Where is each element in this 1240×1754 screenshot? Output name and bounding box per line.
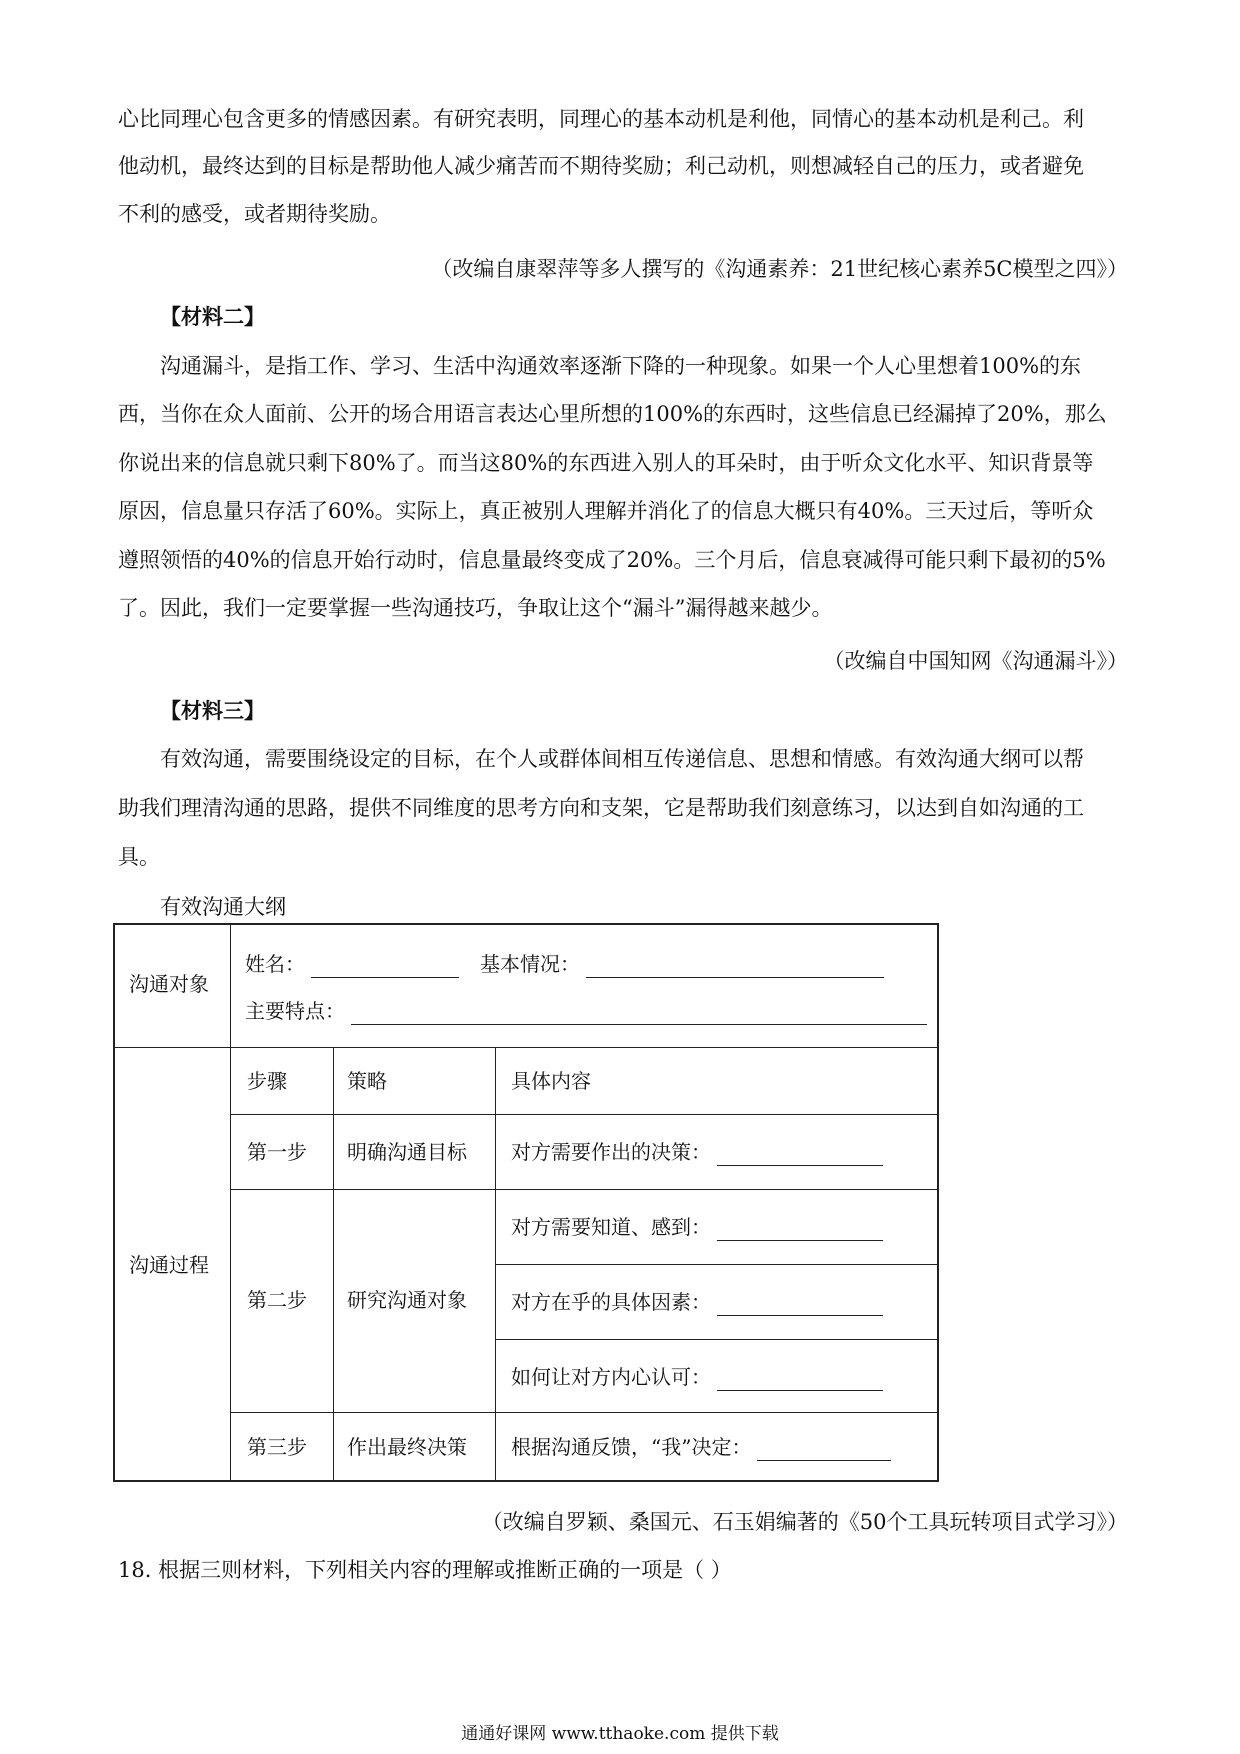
table-rule — [333, 1047, 334, 1480]
content2c-label: 如何让对方内心认可： — [511, 1365, 711, 1389]
strategy1-label: 明确沟通目标 — [347, 1140, 467, 1164]
content1-label: 对方需要作出的决策： — [511, 1140, 711, 1164]
question-18: 18. 根据三则材料，下列相关内容的理解或推断正确的一项是（ ） — [118, 1558, 732, 1582]
step3-label: 第三步 — [247, 1435, 307, 1459]
material3-line-3: 具。 — [118, 845, 160, 869]
content2b-blank — [717, 1293, 883, 1316]
process-label: 沟通过程 — [129, 1253, 209, 1277]
table-rule — [495, 1264, 937, 1265]
content3-row — [511, 1433, 891, 1461]
basic-info-row — [480, 950, 884, 978]
table-rule — [495, 1339, 937, 1340]
content2b-row — [511, 1288, 883, 1316]
step1-label: 第一步 — [247, 1140, 307, 1164]
traits-row — [245, 997, 927, 1025]
table-rule — [230, 1412, 937, 1413]
col-strategy-header: 策略 — [347, 1069, 387, 1093]
content1-blank — [717, 1143, 883, 1166]
content1-row — [511, 1138, 883, 1166]
content2b-label: 对方在乎的具体因素： — [511, 1290, 711, 1314]
strategy3-label: 作出最终决策 — [347, 1435, 467, 1459]
material2-line-5: 遵照领悟的40%的信息开始行动时，信息量最终变成了20%。三个月后，信息衰减得可能只剩下最初的5% — [118, 548, 1106, 572]
content2a-blank — [717, 1218, 883, 1241]
content2a-label: 对方需要知道、感到： — [511, 1215, 711, 1239]
material3-heading: 【材料三】 — [160, 698, 265, 723]
footer-text: 通通好课网 www.tthaoke.com 提供下载 — [461, 1724, 779, 1744]
traits-blank — [351, 1002, 927, 1025]
content2c-blank — [717, 1368, 883, 1391]
material2-line-2: 西，当你在众人面前、公开的场合用语言表达心里所想的100%的东西时，这些信息已经漏掉了20%，那么 — [118, 402, 1107, 426]
material1-source: （改编自康翠萍等多人撰写的《沟通素养：21世纪核心素养5C模型之四》） — [431, 257, 1128, 281]
strategy2-label: 研究沟通对象 — [347, 1288, 467, 1312]
communication-outline-table — [113, 923, 939, 1482]
table-rule — [230, 1189, 937, 1190]
col-step-header: 步骤 — [247, 1069, 287, 1093]
traits-label: 主要特点： — [245, 999, 345, 1023]
step2-label: 第二步 — [247, 1288, 307, 1312]
material2-line-3: 你说出来的信息就只剩下80%了。而当这80%的东西进入别人的耳朵时，由于听众文化水平、知识背景等 — [118, 451, 1094, 475]
material2-line-4: 原因，信息量只存活了60%。实际上，真正被别人理解并消化了的信息大概只有40%。三天过后，等听众 — [118, 499, 1094, 523]
target-label: 沟通对象 — [129, 972, 209, 996]
material2-heading: 【材料二】 — [160, 304, 265, 329]
name-label: 姓名： — [245, 952, 305, 976]
basic-info-label: 基本情况： — [480, 952, 580, 976]
material2-line-1: 沟通漏斗，是指工作、学习、生活中沟通效率逐渐下降的一种现象。如果一个人心里想着100%的东 — [160, 354, 1082, 378]
table-rule — [495, 1047, 496, 1480]
material3-line-1: 有效沟通，需要围绕设定的目标，在个人或群体间相互传递信息、思想和情感。有效沟通大纲可以帮 — [160, 747, 1084, 771]
outline-table-title: 有效沟通大纲 — [160, 895, 286, 919]
material1-line-3: 不利的感受，或者期待奖励。 — [118, 202, 391, 226]
material3-source: （改编自罗颖、桑国元、石玉娟编著的《50个工具玩转项目式学习》） — [481, 1510, 1128, 1534]
basic-info-blank — [586, 955, 884, 978]
name-blank — [311, 955, 459, 978]
table-rule — [230, 925, 231, 1480]
table-rule — [230, 1114, 937, 1115]
material2-source: （改编自中国知网《沟通漏斗》） — [823, 649, 1128, 673]
material1-line-1: 心比同理心包含更多的情感因素。有研究表明，同理心的基本动机是利他，同情心的基本动机是利己。利 — [118, 107, 1084, 131]
name-field-row — [245, 950, 459, 978]
table-rule — [115, 1047, 937, 1048]
content2a-row — [511, 1213, 883, 1241]
content2c-row — [511, 1363, 883, 1391]
material1-line-2: 他动机，最终达到的目标是帮助他人减少痛苦而不期待奖励；利己动机，则想减轻自己的压力，或者避免 — [118, 154, 1084, 178]
content3-blank — [757, 1438, 891, 1461]
material2-line-6: 了。因此，我们一定要掌握一些沟通技巧，争取让这个“漏斗”漏得越来越少。 — [118, 596, 833, 620]
col-content-header: 具体内容 — [511, 1069, 591, 1093]
material3-line-2: 助我们理清沟通的思路，提供不同维度的思考方向和支架，它是帮助我们刻意练习，以达到自如沟通的工 — [118, 796, 1084, 820]
content3-label: 根据沟通反馈，“我”决定： — [511, 1435, 752, 1459]
